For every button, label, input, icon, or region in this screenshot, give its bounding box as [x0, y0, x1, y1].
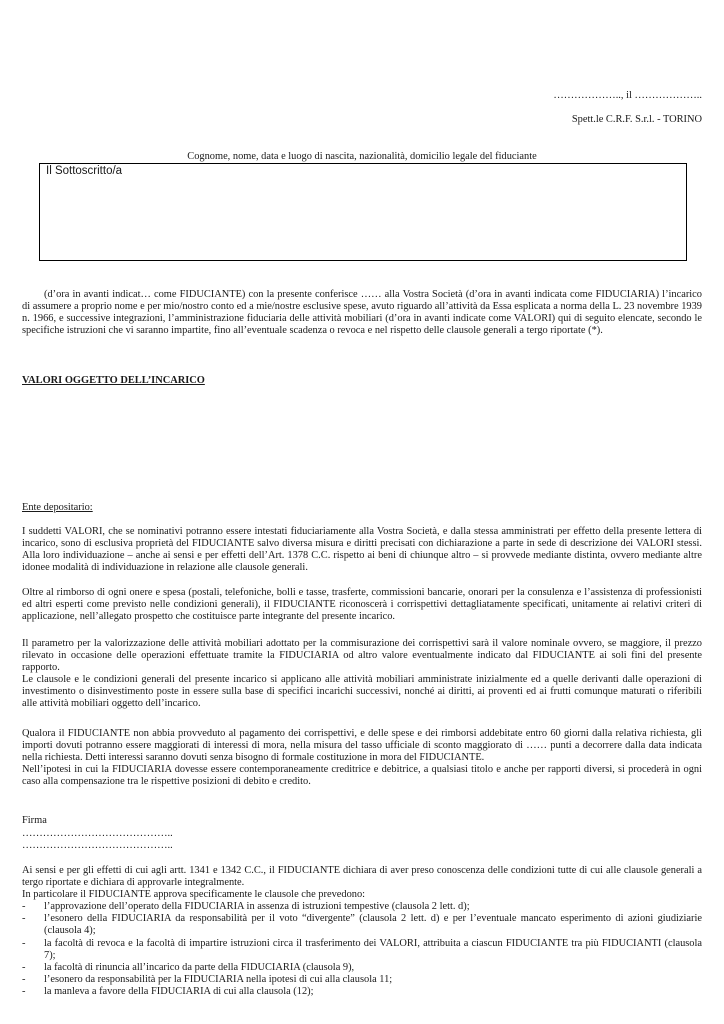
- approval-text: Ai sensi e per gli effetti di cui agli artt. 1341 e 1342 C.C., il FIDUCIANTE dichiara di aver preso conoscenza delle condizioni tutte di cui alle clausole generali a tergo riportate e dichiara di approvarle integralmente.: [22, 865, 702, 889]
- paragraph-mora: [22, 728, 702, 788]
- paragraph-parametro-text: Il parametro per la valorizzazione delle attività mobiliari adottato per la commisurazione dei corrispettivi sarà il valore nominale ovvero, se maggiore, il prezzo rilevato in occasione delle operazioni effettuate tramite la FIDUCIARIA od altro valore eventualmente indicato dal FIDUCIANTE ai soli fini del presente rapporto.: [22, 638, 702, 674]
- paragraph-valori: I suddetti VALORI, che se nominativi potranno essere intestati fiduciariamente alla Vostra Società, e dalla stessa amministrati per effetto della presente lettera di incarico, sono di esclusiva proprietà del FIDUCIANTE salvo diversa misura e diritti precisati con dichiarazione a parte in sede di descrizione dei VALORI stessi. Alla loro individuazione – anche ai sensi e per effetti dell’Art. 1378 C.C. rispetto ai beni di chiunque altro – si provvede mediante distinta, ovvero mediante altre idonee modalità di individuazione in relazione alle clausole generali.: [22, 526, 702, 574]
- list-item: [22, 913, 702, 937]
- signature-line-2: ……………………………………..: [22, 840, 173, 851]
- paragraph-rimborso: Oltre al rimborso di ogni onere e spesa (postali, telefoniche, bolli e tasse, trasferte, commissioni bancarie, onorari per la consulenza e l’assistenza di professionisti ed altri esperti come previsto nelle condizioni generali), il FIDUCIANTE riconoscerà i corrispettivi dettagliatamente specificati, unitamente ai relativi criteri di applicazione, nell’allegato prospetto che costituisce parte integrante del presente incarico.: [22, 587, 702, 623]
- clauses-list: [22, 901, 702, 998]
- intro-paragraph: (d’ora in avanti indicat… come FIDUCIANTE) con la presente conferisce …… alla Vostra Società (d’ora in avanti indicata come FIDUCIARIA) l’incarico di assumere a proprio nome e per mio/nostro conto ed a mie/nostre esclusive spese, avuto riguardo all’attività da Essa esplicata a norma della L. 23 novembre 1939 n. 1966, e successive integrazioni, l’amministrazione fiduciaria delle attività mobiliari (d’ora in avanti indicate come VALORI) qui di seguito elencate, secondo le specifiche istruzioni che vi saranno impartite, fino all’eventuale scadenza o revoca e nel rispetto delle clausole generali a tergo riportate (*).: [22, 289, 702, 337]
- place-date-line: ……………….., il ………………..: [553, 90, 702, 101]
- dash-bullet: -: [22, 985, 26, 997]
- depositary-label: Ente depositario:: [22, 502, 93, 513]
- dash-bullet: -: [22, 901, 26, 913]
- approval-paragraph: [22, 865, 702, 998]
- list-item: [22, 938, 702, 962]
- dash-bullet: -: [22, 973, 26, 985]
- signature-line-1: ……………………………………..: [22, 828, 173, 839]
- clause-text: la facoltà di revoca e la facoltà di impartire istruzioni circa il trasferimento dei VALORI, attribuita a ciascun FIDUCIANTE tra più FIDUCIANTI (clausola 7);: [44, 937, 702, 961]
- paragraph-clausole-text: Le clausole e le condizioni generali del presente incarico si applicano alle attività mobiliari amministrate inizialmente ed a quelle derivanti dalle operazioni di investimento o disinvestimento poste in essere sulla base di specifici incarichi successivi, nonché ai diritti, ai proventi ed ai frutti comunque maturati o riferibili alle attività mobiliari oggetto dell’incarico.: [22, 674, 702, 710]
- clause-text: l’esonero da responsabilità per la FIDUCIARIA nella ipotesi di cui alla clausola 11;: [44, 973, 393, 985]
- clause-text: l’approvazione dell’operato della FIDUCIARIA in assenza di istruzioni tempestive (clausola 2 lett. d);: [44, 901, 470, 913]
- box-caption: Cognome, nome, data e luogo di nascita, nazionalità, domicilio legale del fiduciante: [187, 151, 537, 162]
- dash-bullet: -: [22, 937, 26, 949]
- paragraph-compensazione-text: Nell’ipotesi in cui la FIDUCIARIA dovesse essere contemporaneamente creditrice e debitrice, a qualsiasi titolo e anche per rapporti diversi, si procederà in ogni caso alla compensazione tra le rispettive posizioni di debito e credito.: [22, 764, 702, 788]
- clause-text: l’esonero della FIDUCIARIA da responsabilità per il voto “divergente” (clausola 2 lett. d) e per l’eventuale mancato esperimento di azioni giudiziarie (clausola 4);: [44, 913, 702, 937]
- section-heading: VALORI OGGETTO DELL’INCARICO: [22, 375, 205, 386]
- list-item: [22, 962, 702, 974]
- box-label: Il Sottoscritto/a: [46, 165, 123, 177]
- list-item: [22, 901, 702, 913]
- paragraph-parametro: [22, 638, 702, 711]
- fiduciary-details-box[interactable]: [39, 163, 687, 261]
- dash-bullet: -: [22, 961, 26, 973]
- recipient-line: Spett.le C.R.F. S.r.l. - TORINO: [571, 114, 702, 125]
- clause-text: la manleva a favore della FIDUCIARIA di cui alla clausola (12);: [44, 985, 314, 997]
- list-item: [22, 986, 702, 998]
- signature-label: Firma: [22, 815, 47, 826]
- list-item: [22, 974, 702, 986]
- dash-bullet: -: [22, 913, 26, 925]
- clause-text: la facoltà di rinuncia all’incarico da parte della FIDUCIARIA (clausola 9),: [44, 961, 355, 973]
- paragraph-mora-text: Qualora il FIDUCIANTE non abbia provveduto al pagamento dei corrispettivi, e delle spese e dei rimborsi addebitate entro 60 giorni dalla relativa richiesta, gli importi dovuti potranno essere maggiorati di interessi di mora, nella misura del tasso ufficiale di sconto maggiorato di …… punti a decorrere dalla data indicata nella richiesta. Detti interessi saranno dovuti senza bisogno di formale costituzione in mora del FIDUCIANTE.: [22, 728, 702, 764]
- approval-intro: In particolare il FIDUCIANTE approva specificamente le clausole che prevedono:: [22, 889, 366, 901]
